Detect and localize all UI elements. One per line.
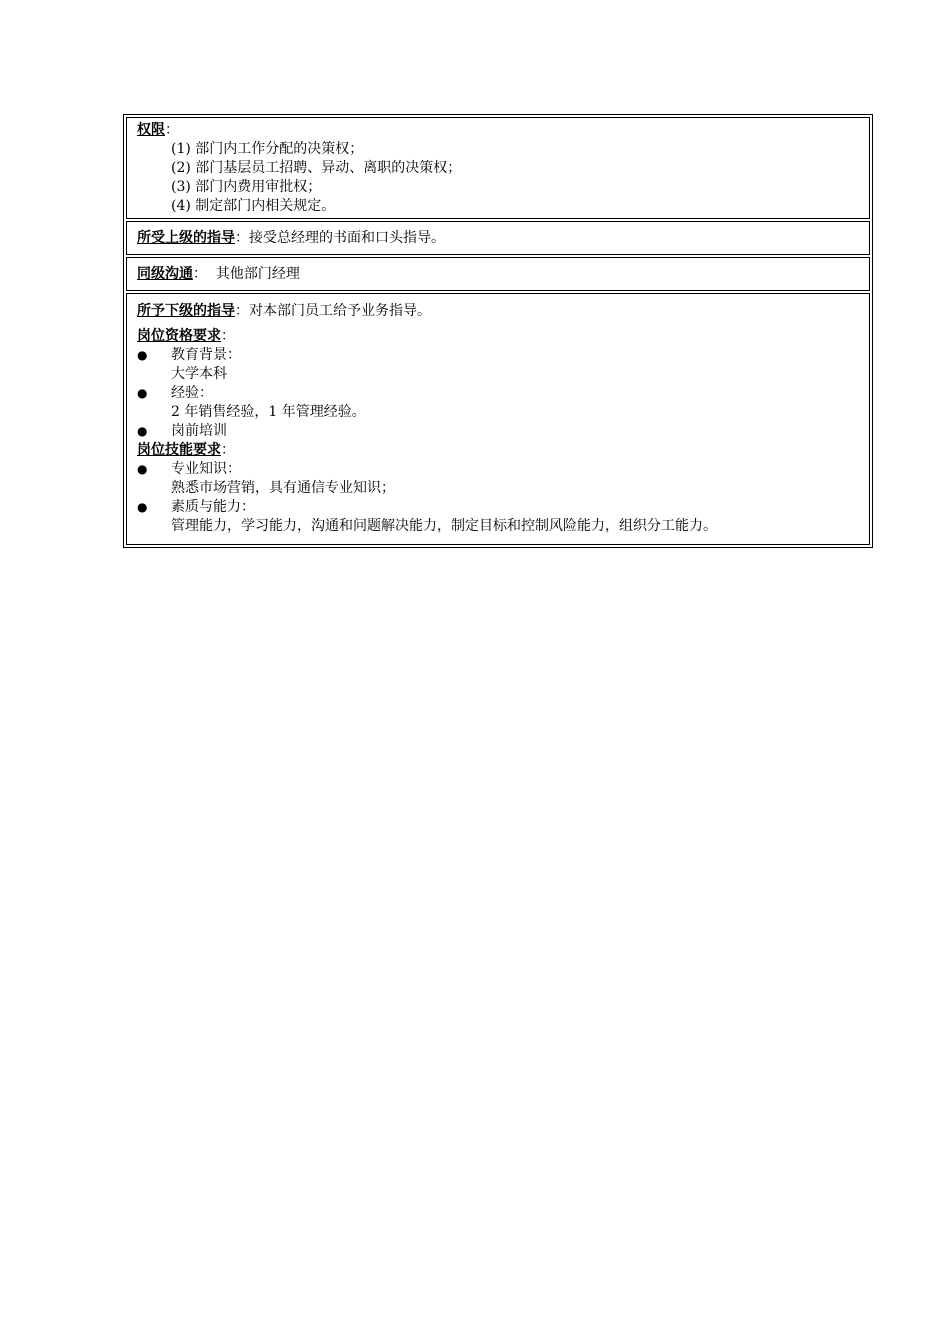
- bullet-icon: ●: [137, 462, 148, 476]
- subordinate-guidance-text: ：对本部门员工给予业务指导。: [235, 303, 431, 319]
- skill-label: 专业知识：: [171, 461, 241, 477]
- authority-item: (3) 部门内费用审批权；: [171, 179, 322, 195]
- skill-item: [137, 498, 859, 517]
- bullet-icon: ●: [137, 424, 148, 438]
- superior-guidance-heading: 所受上级的指导: [137, 230, 235, 246]
- authority-item: (4) 制定部门内相关规定。: [171, 198, 336, 214]
- qualification-label: 经验：: [171, 385, 213, 401]
- authority-heading: 权限: [137, 122, 165, 138]
- authority-colon: ：: [165, 122, 179, 138]
- qualifications-heading-line: [137, 327, 859, 346]
- authority-heading-line: [137, 121, 859, 140]
- superior-guidance-text: ：接受总经理的书面和口头指导。: [235, 230, 445, 246]
- qualifications-heading: 岗位资格要求: [137, 328, 221, 344]
- authority-item: (2) 部门基层员工招聘、异动、离职的决策权；: [171, 160, 462, 176]
- skill-detail: 管理能力，学习能力，沟通和问题解决能力，制定目标和控制风险能力，组织分工能力。: [171, 518, 717, 534]
- skill-label: 素质与能力：: [171, 499, 255, 515]
- authority-item: (1) 部门内工作分配的决策权；: [171, 141, 364, 157]
- peer-communication-cell: [126, 257, 870, 291]
- skill-detail: 熟悉市场营销，具有通信专业知识；: [171, 480, 395, 496]
- skills-heading: 岗位技能要求: [137, 442, 221, 458]
- subordinate-guidance-line: [137, 302, 859, 321]
- qualifications-colon: ：: [221, 328, 235, 344]
- peer-communication-heading: 同级沟通: [137, 266, 193, 282]
- bullet-icon: ●: [137, 348, 148, 362]
- peer-communication-text: ： 其他部门经理: [193, 266, 300, 282]
- qualification-label: 岗前培训: [171, 423, 227, 439]
- qualification-item: [137, 422, 859, 441]
- qualification-item: [137, 384, 859, 403]
- qualification-detail: 大学本科: [171, 366, 227, 382]
- bullet-icon: ●: [137, 500, 148, 514]
- superior-guidance-cell: [126, 221, 870, 255]
- skills-colon: ：: [221, 442, 235, 458]
- subordinate-guidance-cell: [126, 293, 870, 545]
- bullet-icon: ●: [137, 386, 148, 400]
- job-description-table: [123, 114, 873, 548]
- subordinate-guidance-heading: 所予下级的指导: [137, 303, 235, 319]
- authority-cell: [126, 117, 870, 219]
- qualification-label: 教育背景：: [171, 347, 241, 363]
- qualification-detail: 2 年销售经验，1 年管理经验。: [171, 404, 366, 420]
- skill-item: [137, 460, 859, 479]
- qualification-item: [137, 346, 859, 365]
- skills-heading-line: [137, 441, 859, 460]
